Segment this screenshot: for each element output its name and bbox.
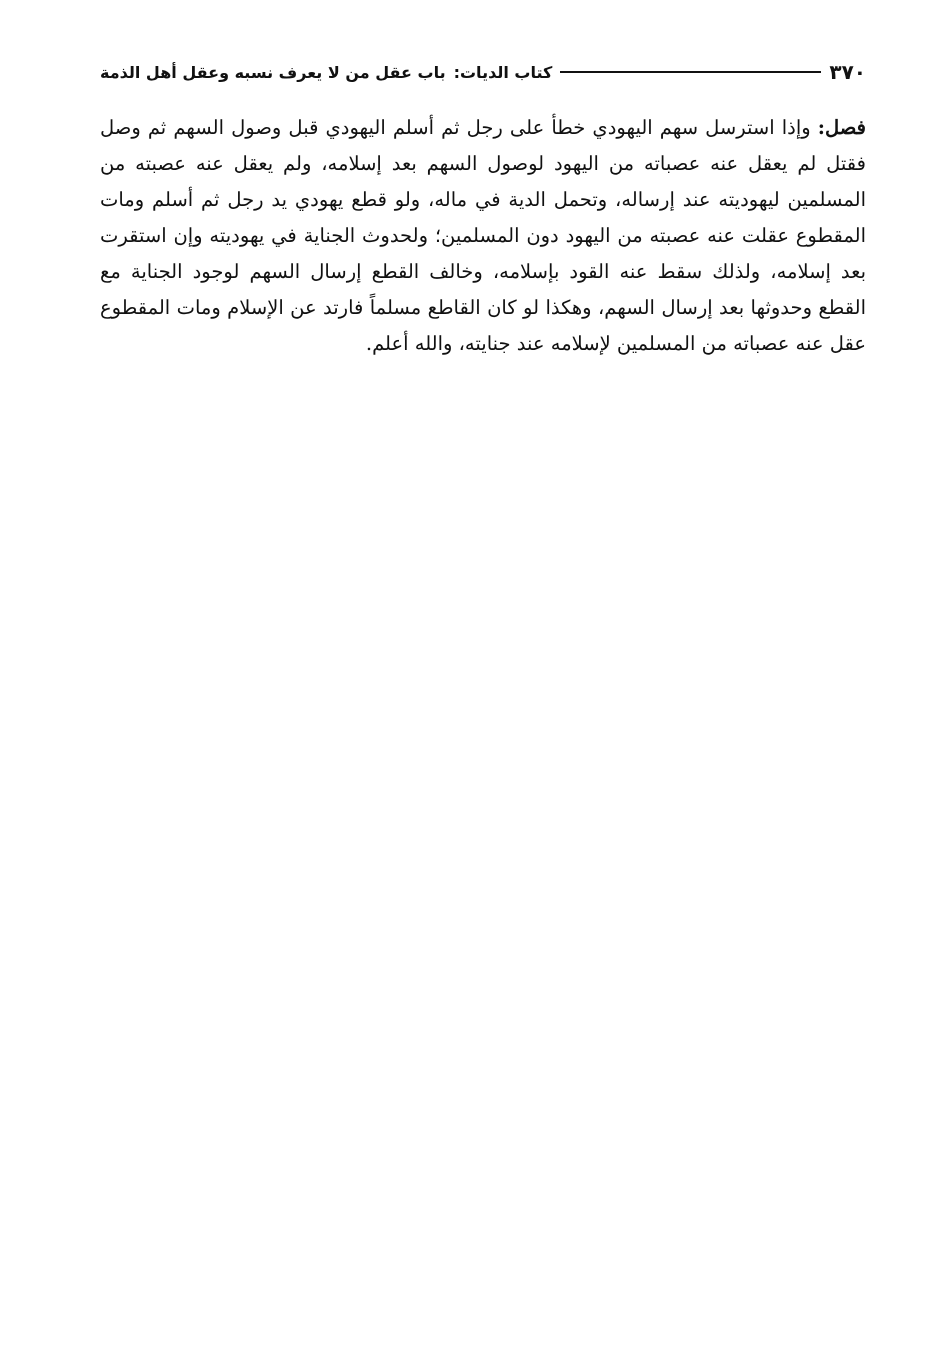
running-header bbox=[100, 56, 866, 88]
chapter-title: باب عقل من لا يعرف نسبه وعقل أهل الذمة bbox=[100, 62, 446, 82]
page-number: ٣٧٠ bbox=[829, 60, 866, 84]
book-title: كتاب الديات: bbox=[453, 62, 553, 82]
body-paragraph bbox=[100, 110, 866, 362]
section-label: فصل: bbox=[817, 116, 866, 139]
paragraph-text: وإذا استرسل سهم اليهودي خطأ على رجل ثم أسلم اليهودي قبل وصول السهم ثم وصل فقتل لم يعقل عنه عصباته من اليهود لوصول السهم بعد إسلامه، ولم يعقل عنه عصبته من المسلمين ليهوديته عند إرساله، وتحمل الدية في ماله، ولو قطع يهودي يد رجل ثم أسلم ومات المقطوع عقلت عنه عصبته من اليهود دون المسلمين؛ ولحدوث الجناية في يهوديته وإن استقرت بعد إسلامه، ولذلك سقط عنه القود بإسلامه، وخالف القطع إرسال السهم لوجود الجناية مع القطع وحدوثها بعد إرسال السهم، وهكذا لو كان القاطع مسلماً فارتد عن الإسلام ومات المقطوع عقل عنه عصباته من المسلمين لإسلامه عند جنايته، والله أعلم. bbox=[100, 116, 866, 355]
header-rule bbox=[560, 71, 821, 73]
